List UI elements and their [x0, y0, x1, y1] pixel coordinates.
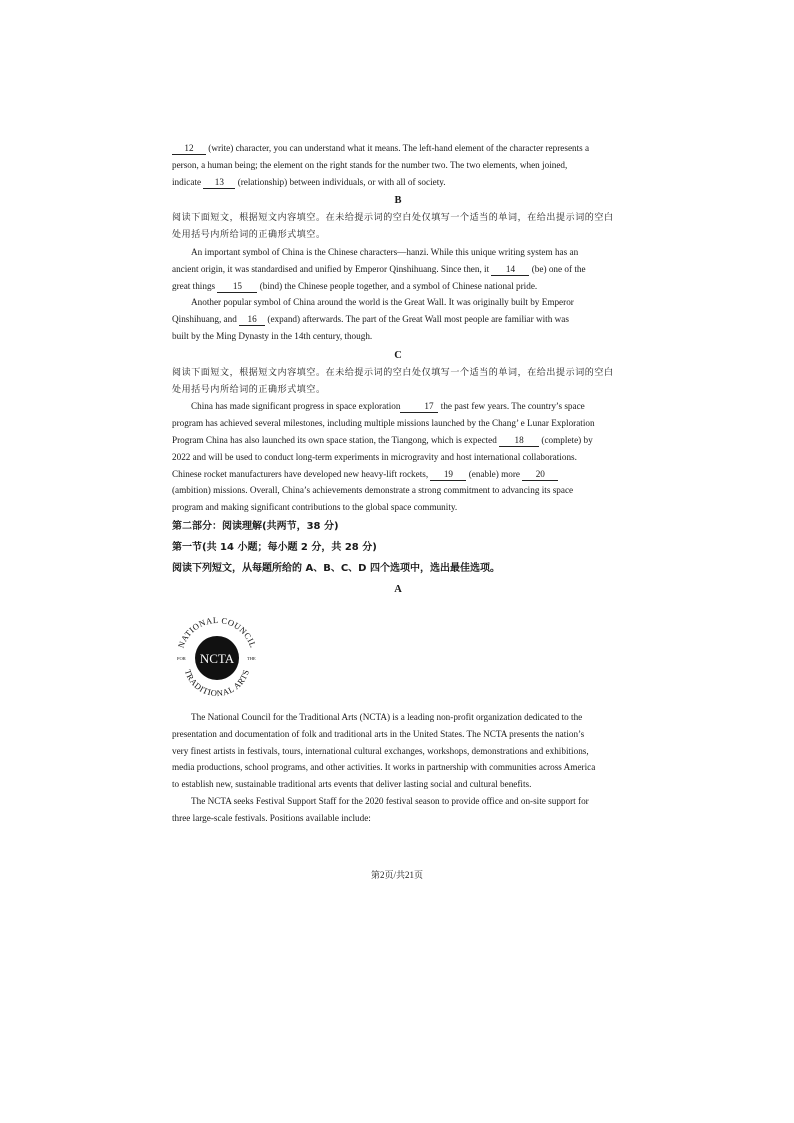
text: to establish new, sustainable traditional arts events that deliver lasting social and cultural benefits. [172, 779, 532, 790]
text: built by the Ming Dynasty in the 14th century, though. [172, 330, 373, 341]
passage-a [172, 709, 624, 827]
text: great things [172, 280, 218, 291]
text: indicate [172, 176, 204, 187]
text: (bind) the Chinese people together, and a symbol of Chinese national pride. [257, 280, 538, 291]
text: Qinshihuang, and [172, 314, 240, 325]
page-content [172, 140, 624, 827]
text: The National Council for the Traditional Arts (NCTA) is a leading non-profit organization dedicated to the [191, 711, 583, 722]
blank-13[interactable]: 13 [203, 176, 235, 189]
instruction-text: 阅读下列短文，从每题所给的 A、B、C、D 四个选项中，选出最佳选项。 [172, 562, 500, 574]
blank-17[interactable]: 17 [400, 400, 438, 413]
blank-12[interactable]: 12 [172, 142, 206, 155]
section-heading-b: B [394, 195, 402, 207]
blank-19[interactable]: 19 [430, 468, 466, 481]
blank-14[interactable]: 14 [491, 263, 529, 276]
section-title: 第一节(共 14 小题；每小题 2 分，共 28 分) [172, 541, 377, 553]
text: (complete) by [539, 434, 593, 445]
text: Another popular symbol of China around the world is the Great Wall. It was originally built by Emperor [191, 297, 574, 308]
instruction-text: 处用括号内所给词的正确形式填空。 [172, 384, 326, 395]
text: (ambition) missions. Overall, China’s achievements demonstrate a strong commitment to advancing its space [172, 485, 574, 496]
part-two-header [172, 516, 624, 599]
instruction-text: 处用括号内所给词的正确形式填空。 [172, 230, 326, 241]
logo-center-text: NCTA [199, 650, 235, 666]
instruction-text: 阅读下面短文，根据短文内容填空。在未给提示词的空白处仅填写一个适当的单词，在给出提示词的空白 [172, 367, 614, 378]
text: China has made significant progress in space exploration [191, 401, 401, 412]
blank-16[interactable]: 16 [239, 313, 265, 326]
text: program and making significant contributions to the global space community. [172, 502, 458, 513]
text: program has achieved several milestones, including multiple missions launched by the Chang’ e Lunar Exploration [172, 418, 595, 429]
blank-20[interactable]: 20 [522, 468, 558, 481]
text: Chinese rocket manufacturers have developed new heavy-lift rockets, [172, 468, 431, 479]
text: person, a human being; the element on the right stands for the number two. The two elements, when joined, [172, 159, 568, 170]
section-b [172, 192, 624, 344]
logo-right-word: THE [247, 655, 256, 661]
section-c [172, 347, 624, 516]
text: The NCTA seeks Festival Support Staff for the 2020 festival season to provide office and on-site support for [191, 795, 589, 806]
instruction-text: 阅读下面短文，根据短文内容填空。在未给提示词的空白处仅填写一个适当的单词，在给出提示词的空白 [172, 213, 614, 224]
blank-18[interactable]: 18 [499, 434, 539, 447]
text: the past few years. The country’s space [438, 401, 585, 412]
text: presentation and documentation of folk and traditional arts in the United States. The NCTA presents the nation’s [172, 728, 585, 739]
passage-heading-a: A [394, 583, 402, 595]
text: media productions, school programs, and other activities. It works in partnership with communities across America [172, 762, 596, 773]
ncta-logo [172, 613, 262, 703]
text: An important symbol of China is the Chinese characters—hanzi. While this unique writing system has an [191, 246, 579, 257]
text: very finest artists in festivals, tours, international cultural exchanges, workshops, demonstrations and exhibitions, [172, 745, 589, 756]
text: ancient origin, it was standardised and unified by Emperor Qinshihuang. Since then, it [172, 263, 492, 274]
text: (write) character, you can understand what it means. The left-hand element of the character represents a [206, 143, 590, 153]
section-a-tail [172, 140, 624, 190]
text: Program China has also launched its own space station, the Tiangong, which is expected [172, 434, 500, 445]
section-heading-c: C [394, 349, 402, 361]
text: (relationship) between individuals, or with all of society. [235, 176, 446, 187]
part-title: 第二部分：阅读理解(共两节，38 分) [172, 520, 339, 532]
text: three large-scale festivals. Positions available include: [172, 812, 371, 823]
ncta-seal-icon [172, 613, 262, 703]
logo-arc-bottom: TRADITIONAL ARTS [182, 668, 252, 699]
text: (be) one of the [529, 263, 586, 274]
logo-arc-top: NATIONAL COUNCIL [175, 614, 259, 650]
text: (enable) more [466, 468, 523, 479]
logo-left-word: FOR [177, 655, 186, 661]
blank-15[interactable]: 15 [217, 280, 257, 293]
text: 2022 and will be used to conduct long-term experiments in microgravity and host international collaborations. [172, 451, 577, 462]
page-footer: 第2页/共21页 [370, 870, 423, 880]
text: (expand) afterwards. The part of the Great Wall most people are familiar with was [265, 314, 569, 325]
